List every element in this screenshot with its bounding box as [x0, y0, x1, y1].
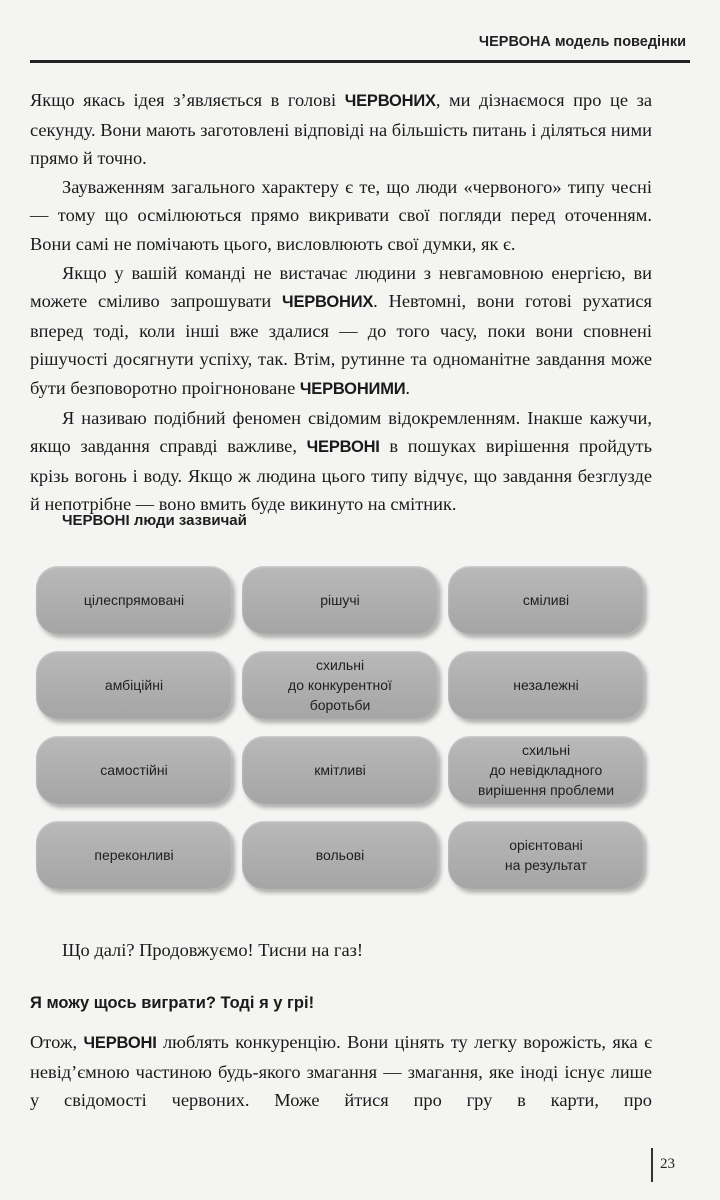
trait-box: незалежні [448, 651, 644, 719]
trait-box: цілеспрямовані [36, 566, 232, 634]
p1-text-a: Якщо якась ідея з’являється в голові [30, 90, 345, 110]
page-number-bar [651, 1148, 653, 1182]
section-text [30, 1028, 652, 1115]
p4-caps: ЧЕРВОНІ [306, 438, 380, 457]
s1-text-a: Отож, [30, 1032, 84, 1052]
page-number: 23 [660, 1156, 675, 1172]
trait-box: переконливі [36, 821, 232, 889]
s1-caps: ЧЕРВОНІ [83, 1034, 157, 1052]
p4-text-a: Я називаю подібний феномен свідомим відокремленням. Інакше кажучи, якщо завдання справді важливе, [30, 407, 652, 457]
section-heading: Я можу щось виграти? Тоді я у грі! [30, 994, 315, 1012]
p3-text-a: Якщо у вашій команді не вистачає людини з невгамовною енергією, ви можете сміливо запрошувати [30, 262, 652, 312]
header-rule [30, 60, 690, 63]
after-grid-line: Що далі? Продовжуємо! Тисни на газ! [62, 940, 364, 960]
p3-caps-2: ЧЕРВОНИМИ [299, 379, 406, 398]
section-paragraph-1 [30, 1028, 652, 1115]
paragraph-1 [30, 86, 652, 173]
traits-title: ЧЕРВОНІ люди зазвичай [62, 512, 247, 529]
trait-box: амбіційні [36, 651, 232, 719]
trait-box: сміливі [448, 566, 644, 634]
p4-text-c: в пошуках вирішення пройдуть крізь вогонь і воду. Якщо ж людина цього типу відчує, що завдання безглузде й непотрібне — воно вмить буде викинуто на смітник. [30, 436, 652, 515]
intro-text [30, 86, 652, 519]
s1-text-c: люблять конкуренцію. Вони цінять ту легку ворожість, яка є невід’ємною частиною будь-якого змагання — змагання, яке іноді існує лише у свідомості червоних. Може йтися про гру в карти, про [30, 1032, 652, 1111]
trait-box: орієнтовані на результат [448, 821, 644, 889]
traits-grid [36, 566, 668, 889]
trait-box: вольові [242, 821, 438, 889]
after-grid-text [30, 936, 652, 965]
paragraph-4 [30, 404, 652, 519]
p3-text-c: . Невтомні, вони готові рухатися вперед тоді, коли інші вже здалися — до того часу, поки вони сповнені рішучості досягнути успіху, так. Втім, рутинне та одноманітне завдання може бути безповоротно проігноноване [30, 291, 652, 398]
trait-box: схильні до невідкладного вирішення проблеми [448, 736, 644, 804]
trait-box: рішучі [242, 566, 438, 634]
paragraph-3 [30, 259, 652, 404]
p3-text-e: . [405, 377, 411, 398]
running-title: ЧЕРВОНА модель поведінки [478, 34, 686, 50]
trait-box: кмітливі [242, 736, 438, 804]
trait-box: самостійні [36, 736, 232, 804]
paragraph-2: Зауваженням загального характеру є те, що люди «червоного» типу чесні — тому що осмілюються прямо викривати свої погляди перед оточенням. Вони самі не помічають цього, висловлюють свої думки, як є. [30, 176, 652, 254]
trait-box: схильні до конкурентної боротьби [242, 651, 438, 719]
p1-text-c: , ми дізнаємося про це за секунду. Вони мають заготовлені відповіді на більшість питань і діляться ними прямо й точно. [30, 90, 653, 169]
p3-caps-1: ЧЕРВОНИХ [282, 293, 374, 312]
p1-caps: ЧЕРВОНИХ [344, 92, 436, 110]
